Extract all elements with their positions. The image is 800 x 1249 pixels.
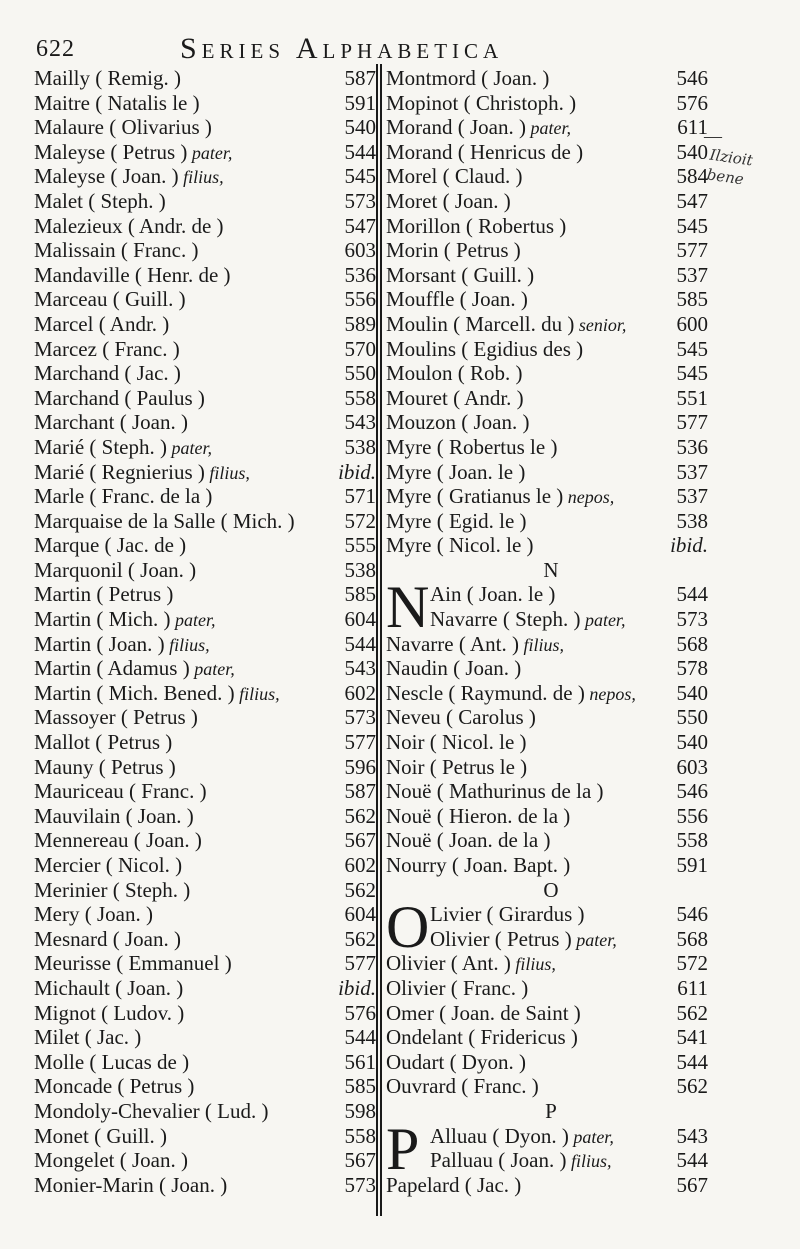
entry-page-number: 576 bbox=[676, 90, 708, 115]
entry-page-number: 562 bbox=[676, 1074, 708, 1099]
left-index-column bbox=[34, 66, 374, 1216]
entry-name: Marchant ( Joan. ) bbox=[34, 410, 188, 435]
entry-page-number: 541 bbox=[676, 1025, 708, 1050]
index-entry bbox=[34, 115, 374, 140]
entry-page-number: 567 bbox=[676, 1172, 708, 1197]
entry-page-number: 544 bbox=[344, 139, 376, 164]
entry-page-number: 578 bbox=[676, 656, 708, 681]
index-entry bbox=[386, 632, 716, 657]
index-entry bbox=[386, 1025, 716, 1050]
index-entry bbox=[34, 410, 374, 435]
letter-section-heading: O bbox=[543, 877, 559, 902]
index-entry bbox=[34, 164, 374, 189]
entry-name: Martin ( Mich. ) pater, bbox=[34, 607, 216, 632]
index-entry bbox=[386, 828, 716, 853]
entry-page-number: 603 bbox=[344, 238, 376, 263]
index-entry bbox=[34, 927, 374, 952]
entry-page-number: 558 bbox=[676, 828, 708, 853]
entry-page-number: 536 bbox=[344, 262, 376, 287]
index-entry bbox=[34, 902, 374, 927]
index-entry bbox=[386, 976, 716, 1001]
entry-page-number: 585 bbox=[344, 1074, 376, 1099]
index-entry bbox=[34, 533, 374, 558]
index-entry bbox=[34, 263, 374, 288]
index-entry bbox=[34, 705, 374, 730]
margin-dash: — bbox=[704, 126, 722, 146]
entry-page-number: 573 bbox=[344, 705, 376, 730]
entry-page-number: 573 bbox=[676, 607, 708, 632]
entry-name: Ain ( Joan. le ) bbox=[430, 582, 556, 607]
entry-page-number: 540 bbox=[676, 730, 708, 755]
entry-page-number: 562 bbox=[676, 1000, 708, 1025]
entry-role: filius, bbox=[234, 683, 280, 704]
entry-page-number: 544 bbox=[676, 1049, 708, 1074]
entry-page-number: 558 bbox=[344, 1123, 376, 1148]
entry-page-number: 568 bbox=[676, 631, 708, 656]
entry-page-number: 577 bbox=[676, 410, 708, 435]
entry-name: Massoyer ( Petrus ) bbox=[34, 705, 198, 730]
entry-name: Martin ( Joan. ) filius, bbox=[34, 631, 210, 656]
entry-page-number: 570 bbox=[344, 336, 376, 361]
index-entry bbox=[386, 1148, 716, 1173]
entry-name: Nescle ( Raymund. de ) nepos, bbox=[386, 680, 636, 705]
entry-role: pater, bbox=[568, 1126, 614, 1147]
index-entry bbox=[34, 976, 374, 1001]
entry-name: Marchand ( Jac. ) bbox=[34, 361, 181, 386]
entry-name: Myre ( Joan. le ) bbox=[386, 459, 526, 484]
entry-page-number: 543 bbox=[344, 656, 376, 681]
entry-name: Nourry ( Joan. Bapt. ) bbox=[386, 853, 571, 877]
entry-name: Mallot ( Petrus ) bbox=[34, 730, 173, 755]
entry-name: Mery ( Joan. ) bbox=[34, 902, 153, 927]
index-entry bbox=[386, 484, 716, 509]
entry-name: Navarre ( Ant. ) filius, bbox=[386, 631, 564, 656]
entry-page-number: 546 bbox=[676, 902, 708, 927]
entry-role: pater, bbox=[166, 437, 212, 458]
entry-page-number: 546 bbox=[676, 66, 708, 90]
index-entry bbox=[34, 1173, 374, 1198]
index-entry bbox=[34, 238, 374, 263]
index-entry bbox=[386, 1074, 716, 1099]
entry-name: Marchand ( Paulus ) bbox=[34, 385, 205, 410]
entry-name: Merinier ( Steph. ) bbox=[34, 877, 191, 902]
entry-page-number: 540 bbox=[676, 680, 708, 705]
index-entry bbox=[386, 287, 716, 312]
entry-page-number: 562 bbox=[344, 926, 376, 951]
index-entry bbox=[34, 656, 374, 681]
entry-page-number: 568 bbox=[676, 926, 708, 951]
entry-name: Marié ( Regnierius ) filius, bbox=[34, 459, 250, 484]
index-entry bbox=[34, 878, 374, 903]
index-entry bbox=[386, 705, 716, 730]
index-entry bbox=[386, 1001, 716, 1026]
entry-page-number: 545 bbox=[676, 213, 708, 238]
index-entry bbox=[34, 632, 374, 657]
entry-name: Naudin ( Joan. ) bbox=[386, 656, 522, 681]
entry-name: Palluau ( Joan. ) filius, bbox=[430, 1148, 612, 1173]
entry-page-number: 572 bbox=[676, 951, 708, 976]
entry-name: Omer ( Joan. de Saint ) bbox=[386, 1000, 581, 1025]
entry-page-number: 537 bbox=[676, 459, 708, 484]
index-entry bbox=[34, 1124, 374, 1149]
entry-name: Martin ( Adamus ) pater, bbox=[34, 656, 235, 681]
handwritten-margin-note: Ilzioit bene bbox=[705, 145, 754, 189]
entry-page-number: ibid. bbox=[338, 459, 376, 484]
entry-role: pater, bbox=[580, 610, 626, 631]
entry-role: pater, bbox=[170, 610, 216, 631]
entry-page-number: 604 bbox=[344, 902, 376, 927]
entry-page-number: 572 bbox=[344, 508, 376, 533]
entry-name: Moulin ( Marcell. du ) senior, bbox=[386, 311, 627, 336]
entry-page-number: 598 bbox=[344, 1098, 376, 1123]
entry-name: Molle ( Lucas de ) bbox=[34, 1049, 190, 1074]
entry-role: filius, bbox=[164, 634, 210, 655]
entry-page-number: 546 bbox=[676, 779, 708, 804]
entry-name: Nouë ( Hieron. de la ) bbox=[386, 803, 571, 828]
index-entry bbox=[34, 681, 374, 706]
entry-name: Ouvrard ( Franc. ) bbox=[386, 1074, 539, 1099]
entry-page-number: 573 bbox=[344, 1172, 376, 1197]
entry-name: Moulins ( Egidius des ) bbox=[386, 336, 584, 361]
entry-role: filius, bbox=[566, 1151, 612, 1172]
entry-page-number: 576 bbox=[344, 1000, 376, 1025]
index-entry bbox=[34, 1025, 374, 1050]
entry-page-number: 556 bbox=[676, 803, 708, 828]
entry-page-number: 603 bbox=[676, 754, 708, 779]
entry-page-number: 543 bbox=[676, 1123, 708, 1148]
entry-name: Nouë ( Joan. de la ) bbox=[386, 828, 551, 853]
index-entry bbox=[34, 91, 374, 116]
entry-name: Meurisse ( Emmanuel ) bbox=[34, 951, 232, 976]
entry-page-number: 611 bbox=[677, 115, 708, 140]
entry-name: Myre ( Nicol. le ) bbox=[386, 533, 534, 558]
index-entry bbox=[386, 435, 716, 460]
entry-name: Mailly ( Remig. ) bbox=[34, 66, 181, 90]
entry-name: Malissain ( Franc. ) bbox=[34, 238, 199, 263]
index-entry bbox=[386, 386, 716, 411]
entry-page-number: 540 bbox=[676, 139, 708, 164]
letter-section-heading: N bbox=[543, 557, 559, 582]
index-entry bbox=[34, 312, 374, 337]
index-entry bbox=[34, 1001, 374, 1026]
entry-name: Mopinot ( Christoph. ) bbox=[386, 90, 577, 115]
index-entry bbox=[386, 361, 716, 386]
entry-page-number: 538 bbox=[344, 434, 376, 459]
entry-name: Marque ( Jac. de ) bbox=[34, 533, 187, 558]
entry-name: Moncade ( Petrus ) bbox=[34, 1074, 195, 1099]
index-entry bbox=[34, 435, 374, 460]
entry-page-number: 545 bbox=[676, 336, 708, 361]
entry-name: Mauriceau ( Franc. ) bbox=[34, 779, 207, 804]
entry-page-number: 587 bbox=[344, 66, 376, 90]
entry-page-number: 545 bbox=[676, 361, 708, 386]
entry-name: Neveu ( Carolus ) bbox=[386, 705, 536, 730]
entry-page-number: 611 bbox=[677, 975, 708, 1000]
entry-role: filius, bbox=[178, 167, 224, 188]
entry-role: pater, bbox=[525, 118, 571, 139]
entry-name: Mauvilain ( Joan. ) bbox=[34, 803, 194, 828]
entry-name: Livier ( Girardus ) bbox=[430, 902, 585, 927]
entry-page-number: 589 bbox=[344, 311, 376, 336]
index-entry bbox=[386, 140, 716, 165]
entry-page-number: 562 bbox=[344, 803, 376, 828]
entry-page-number: 558 bbox=[344, 385, 376, 410]
entry-name: Mouzon ( Joan. ) bbox=[386, 410, 530, 435]
index-entry bbox=[34, 582, 374, 607]
entry-name: Marié ( Steph. ) pater, bbox=[34, 434, 212, 459]
entry-role: filius, bbox=[518, 634, 564, 655]
index-entry bbox=[386, 853, 716, 878]
entry-page-number: 538 bbox=[676, 508, 708, 533]
entry-name: Maitre ( Natalis le ) bbox=[34, 90, 200, 115]
entry-name: Marle ( Franc. de la ) bbox=[34, 484, 213, 509]
entry-page-number: 573 bbox=[344, 188, 376, 213]
entry-page-number: 602 bbox=[344, 853, 376, 877]
entry-page-number: 540 bbox=[344, 115, 376, 140]
drop-cap-initial: P bbox=[386, 1115, 420, 1182]
index-entry bbox=[386, 189, 716, 214]
entry-role: pater, bbox=[187, 142, 233, 163]
entry-name: Myre ( Robertus le ) bbox=[386, 434, 558, 459]
entry-page-number: 550 bbox=[676, 705, 708, 730]
entry-name: Mauny ( Petrus ) bbox=[34, 754, 176, 779]
entry-name: Martin ( Petrus ) bbox=[34, 582, 174, 607]
entry-name: Myre ( Gratianus le ) nepos, bbox=[386, 484, 615, 509]
entry-page-number: 577 bbox=[344, 951, 376, 976]
index-entry bbox=[34, 558, 374, 583]
index-entry bbox=[34, 755, 374, 780]
entry-name: Morand ( Henricus de ) bbox=[386, 139, 584, 164]
entry-name: Mongelet ( Joan. ) bbox=[34, 1148, 188, 1173]
entry-name: Marquaise de la Salle ( Mich. ) bbox=[34, 508, 295, 533]
entry-name: Nouë ( Mathurinus de la ) bbox=[386, 779, 604, 804]
entry-name: Mennereau ( Joan. ) bbox=[34, 828, 202, 853]
entry-page-number: 555 bbox=[344, 533, 376, 558]
entry-page-number: 544 bbox=[676, 582, 708, 607]
entry-page-number: 551 bbox=[676, 385, 708, 410]
entry-name: Papelard ( Jac. ) bbox=[386, 1172, 522, 1197]
index-entry bbox=[386, 66, 716, 91]
entry-name: Maleyse ( Joan. ) filius, bbox=[34, 164, 224, 189]
running-header bbox=[0, 30, 800, 66]
entry-name: Navarre ( Steph. ) pater, bbox=[430, 607, 626, 632]
entry-name: Morsant ( Guill. ) bbox=[386, 262, 535, 287]
index-entry bbox=[386, 263, 716, 288]
entry-name: Marcel ( Andr. ) bbox=[34, 311, 170, 336]
entry-name: Noir ( Petrus le ) bbox=[386, 754, 528, 779]
entry-name: Michault ( Joan. ) bbox=[34, 975, 184, 1000]
index-entry bbox=[34, 1148, 374, 1173]
entry-name: Mondoly-Chevalier ( Lud. ) bbox=[34, 1098, 269, 1123]
index-entry bbox=[34, 386, 374, 411]
index-entry bbox=[34, 189, 374, 214]
drop-cap-initial: N bbox=[386, 574, 430, 641]
index-entry bbox=[34, 828, 374, 853]
entry-name: Mouffle ( Joan. ) bbox=[386, 287, 528, 312]
entry-page-number: 602 bbox=[344, 680, 376, 705]
entry-page-number: 600 bbox=[676, 311, 708, 336]
entry-page-number: 536 bbox=[676, 434, 708, 459]
entry-name: Morillon ( Robertus ) bbox=[386, 213, 567, 238]
index-entry bbox=[386, 337, 716, 362]
index-entry bbox=[34, 460, 374, 485]
entry-name: Mouret ( Andr. ) bbox=[386, 385, 524, 410]
entry-role: pater, bbox=[189, 659, 235, 680]
entry-page-number: 547 bbox=[676, 188, 708, 213]
index-entry bbox=[34, 509, 374, 534]
entry-role: senior, bbox=[574, 314, 627, 335]
entry-name: Noir ( Nicol. le ) bbox=[386, 730, 527, 755]
entry-name: Moulon ( Rob. ) bbox=[386, 361, 523, 386]
entry-page-number: 596 bbox=[344, 754, 376, 779]
entry-name: Marquonil ( Joan. ) bbox=[34, 557, 197, 582]
entry-name: Morel ( Claud. ) bbox=[386, 164, 523, 189]
entry-page-number: 571 bbox=[344, 484, 376, 509]
index-entry bbox=[34, 484, 374, 509]
entry-page-number: 561 bbox=[344, 1049, 376, 1074]
entry-name: Oudart ( Dyon. ) bbox=[386, 1049, 526, 1074]
index-entry bbox=[34, 214, 374, 239]
drop-cap-initial: O bbox=[386, 894, 430, 961]
entry-page-number: ibid. bbox=[338, 975, 376, 1000]
entry-name: Milet ( Jac. ) bbox=[34, 1025, 142, 1050]
entry-name: Malezieux ( Andr. de ) bbox=[34, 213, 224, 238]
index-entry bbox=[34, 140, 374, 165]
entry-name: Maleyse ( Petrus ) pater, bbox=[34, 139, 233, 164]
index-entry bbox=[386, 312, 716, 337]
index-entry bbox=[386, 804, 716, 829]
page-title: Series Alphabetica bbox=[180, 32, 504, 65]
entry-page-number: 591 bbox=[676, 853, 708, 877]
index-entry bbox=[386, 91, 716, 116]
index-entry bbox=[386, 755, 716, 780]
right-index-column bbox=[386, 66, 716, 1216]
entry-page-number: 537 bbox=[676, 484, 708, 509]
index-entry bbox=[386, 533, 716, 558]
index-entry bbox=[386, 509, 716, 534]
entry-name: Martin ( Mich. Bened. ) filius, bbox=[34, 680, 280, 705]
entry-role: filius, bbox=[510, 954, 556, 975]
index-entry bbox=[34, 337, 374, 362]
entry-page-number: 604 bbox=[344, 607, 376, 632]
entry-page-number: 585 bbox=[344, 582, 376, 607]
index-entry bbox=[386, 681, 716, 706]
index-entry bbox=[34, 951, 374, 976]
entry-page-number: 545 bbox=[344, 164, 376, 189]
entry-page-number: 544 bbox=[676, 1148, 708, 1173]
entry-role: pater, bbox=[571, 929, 617, 950]
entry-name: Morin ( Petrus ) bbox=[386, 238, 521, 263]
index-entry bbox=[386, 730, 716, 755]
index-entry bbox=[34, 607, 374, 632]
entry-name: Alluau ( Dyon. ) pater, bbox=[430, 1123, 614, 1148]
index-entry bbox=[386, 115, 716, 140]
index-entry bbox=[386, 779, 716, 804]
letter-section-heading: P bbox=[545, 1098, 557, 1123]
entry-name: Marcez ( Franc. ) bbox=[34, 336, 180, 361]
index-entry bbox=[34, 287, 374, 312]
entry-page-number: 556 bbox=[344, 287, 376, 312]
entry-role: nepos, bbox=[563, 487, 615, 508]
entry-page-number: 587 bbox=[344, 779, 376, 804]
entry-page-number: 567 bbox=[344, 828, 376, 853]
index-entry bbox=[34, 66, 374, 91]
index-entry bbox=[34, 804, 374, 829]
entry-name: Montmord ( Joan. ) bbox=[386, 66, 550, 90]
entry-role: nepos, bbox=[584, 683, 636, 704]
entry-name: Mesnard ( Joan. ) bbox=[34, 926, 181, 951]
index-entry bbox=[34, 779, 374, 804]
entry-page-number: 543 bbox=[344, 410, 376, 435]
entry-page-number: 562 bbox=[344, 877, 376, 902]
index-entry bbox=[386, 164, 716, 189]
entry-name: Malet ( Steph. ) bbox=[34, 188, 166, 213]
index-entry bbox=[34, 361, 374, 386]
entry-page-number: 577 bbox=[676, 238, 708, 263]
entry-name: Malaure ( Olivarius ) bbox=[34, 115, 212, 140]
entry-page-number: 567 bbox=[344, 1148, 376, 1173]
entry-page-number: 585 bbox=[676, 287, 708, 312]
entry-name: Ondelant ( Fridericus ) bbox=[386, 1025, 578, 1050]
entry-page-number: 577 bbox=[344, 730, 376, 755]
entry-page-number: 544 bbox=[344, 1025, 376, 1050]
entry-name: Olivier ( Ant. ) filius, bbox=[386, 951, 556, 976]
entry-page-number: 550 bbox=[344, 361, 376, 386]
page-number: 622 bbox=[36, 36, 75, 62]
index-entry bbox=[386, 410, 716, 435]
entry-name: Mercier ( Nicol. ) bbox=[34, 853, 183, 877]
index-entry bbox=[386, 1173, 716, 1198]
index-entry bbox=[386, 656, 716, 681]
index-entry bbox=[34, 1050, 374, 1075]
entry-name: Monet ( Guill. ) bbox=[34, 1123, 167, 1148]
index-entry bbox=[386, 927, 716, 952]
entry-page-number: 544 bbox=[344, 631, 376, 656]
index-entry bbox=[386, 238, 716, 263]
entry-name: Morand ( Joan. ) pater, bbox=[386, 115, 571, 140]
entry-page-number: 547 bbox=[344, 213, 376, 238]
column-divider bbox=[376, 64, 382, 1216]
entry-name: Myre ( Egid. le ) bbox=[386, 508, 527, 533]
entry-name: Olivier ( Petrus ) pater, bbox=[430, 926, 617, 951]
entry-page-number: 584 bbox=[676, 164, 708, 189]
entry-name: Moret ( Joan. ) bbox=[386, 188, 511, 213]
entry-name: Marceau ( Guill. ) bbox=[34, 287, 186, 312]
index-entry bbox=[34, 853, 374, 878]
index-entry bbox=[34, 1074, 374, 1099]
index-entry bbox=[34, 730, 374, 755]
entry-role: filius, bbox=[204, 462, 250, 483]
index-entry bbox=[386, 460, 716, 485]
index-entry bbox=[386, 1050, 716, 1075]
entry-page-number: ibid. bbox=[670, 533, 708, 558]
entry-page-number: 537 bbox=[676, 262, 708, 287]
entry-name: Mignot ( Ludov. ) bbox=[34, 1000, 185, 1025]
index-entry bbox=[386, 951, 716, 976]
entry-name: Mandaville ( Henr. de ) bbox=[34, 262, 231, 287]
index-entry bbox=[386, 607, 716, 632]
index-entry bbox=[34, 1099, 374, 1124]
entry-page-number: 538 bbox=[344, 557, 376, 582]
entry-page-number: 591 bbox=[344, 90, 376, 115]
index-entry bbox=[386, 214, 716, 239]
entry-name: Monier-Marin ( Joan. ) bbox=[34, 1172, 228, 1197]
entry-name: Olivier ( Franc. ) bbox=[386, 975, 529, 1000]
